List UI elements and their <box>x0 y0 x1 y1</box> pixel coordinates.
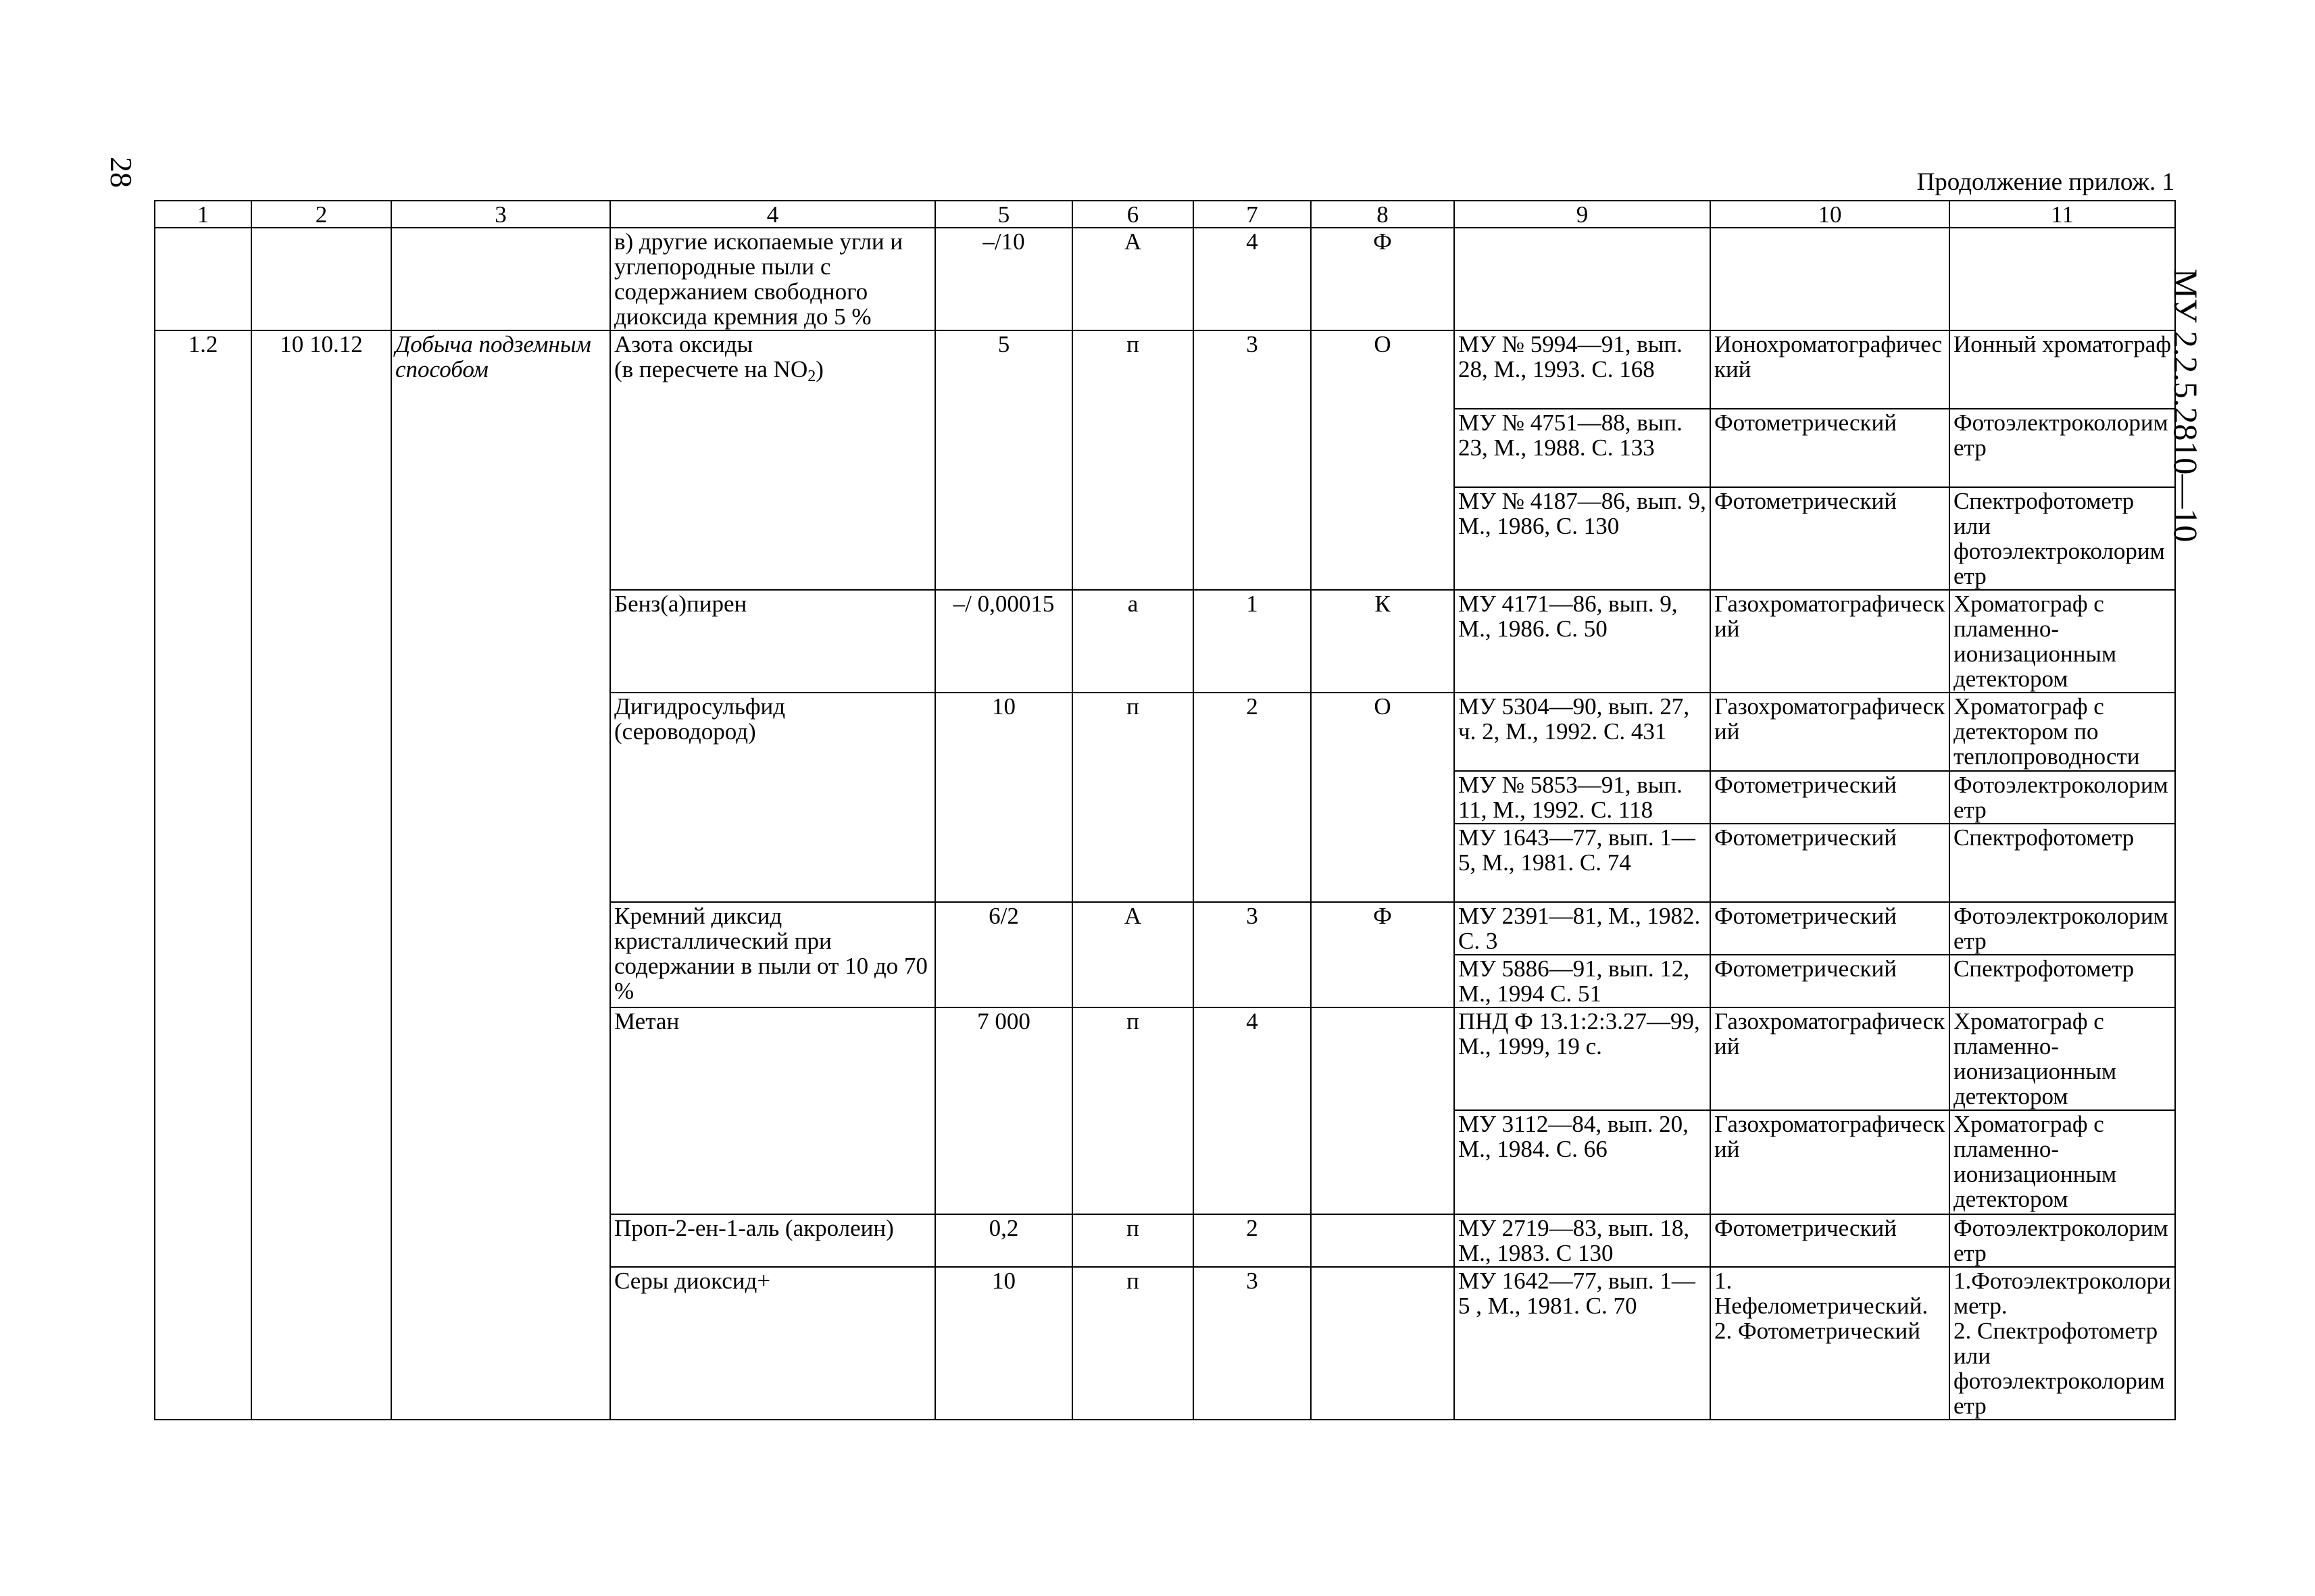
method-type-cell: Фотометрический <box>1710 824 1949 902</box>
method-doc-cell: МУ 5886—91, вып. 12, М., 1994 С. 51 <box>1454 955 1710 1007</box>
cell-empty <box>251 228 391 330</box>
instrument-cell: Хроматограф с пламенно-ионизационным детектором <box>1949 1007 2175 1110</box>
instrument-cell: Спектрофотометр <box>1949 824 2175 902</box>
header-cell: 7 <box>1193 201 1311 228</box>
instrument-cell: Хроматограф с детектором по теплопроводности <box>1949 693 2175 771</box>
mac-cell: 5 <box>935 330 1072 590</box>
action-cell: К <box>1311 590 1454 693</box>
method-type-cell: Газохроматографический <box>1710 1110 1949 1214</box>
hazard-class-cell: 2 <box>1193 1214 1311 1267</box>
state-cell: п <box>1072 330 1193 590</box>
action-cell: О <box>1311 330 1454 590</box>
instrument-2: 2. Спектрофотометр или фотоэлектроколориметр <box>1953 1318 2165 1419</box>
method-type-cell: Газохроматографический <box>1710 693 1949 771</box>
method-doc-cell: МУ 1643—77, вып. 1—5, М., 1981. С. 74 <box>1454 824 1710 902</box>
header-cell: 11 <box>1949 201 2175 228</box>
instrument-cell: Фотоэлектроколориметр <box>1949 1214 2175 1267</box>
method-type-1: 1. Нефелометрический. <box>1714 1268 1928 1319</box>
substance-cell: Бенз(а)пирен <box>610 590 935 693</box>
method-type-cell: Фотометрический <box>1710 902 1949 955</box>
substances-table <box>154 200 2176 1420</box>
instrument-cell <box>1949 1267 2175 1420</box>
table-row <box>155 330 2175 409</box>
instrument-cell: Фотоэлектроколориметр <box>1949 902 2175 955</box>
mac-cell: 10 <box>935 1267 1072 1420</box>
method-type-cell: Газохроматографический <box>1710 590 1949 693</box>
state-cell: п <box>1072 1267 1193 1420</box>
action-cell: Ф <box>1311 902 1454 1007</box>
method-type-cell: Фотометрический <box>1710 1214 1949 1267</box>
hazard-class-cell: 4 <box>1193 228 1311 330</box>
header-cell: 8 <box>1311 201 1454 228</box>
substance-note: (в пересчете на NO <box>614 356 808 382</box>
cell-empty <box>1949 228 2175 330</box>
action-cell: О <box>1311 693 1454 902</box>
state-cell: А <box>1072 228 1193 330</box>
cell-empty <box>1454 228 1710 330</box>
mac-cell: 10 <box>935 693 1072 902</box>
substance-cell: Кремний диксид кристаллический при содержании в пыли от 10 до 70 % <box>610 902 935 1007</box>
method-type-2: 2. Фотометрический <box>1714 1318 1921 1344</box>
instrument-cell: Хроматограф с пламенно-ионизационным детектором <box>1949 1110 2175 1214</box>
state-cell: п <box>1072 1007 1193 1214</box>
substance-cell: Дигидросульфид (сероводород) <box>610 693 935 902</box>
header-cell: 1 <box>155 201 251 228</box>
method-doc-cell: МУ 2391—81, М., 1982. С. 3 <box>1454 902 1710 955</box>
method-type-cell: Фотометрический <box>1710 955 1949 1007</box>
method-type-cell <box>1710 1267 1949 1420</box>
header-row <box>155 201 2175 228</box>
method-doc-cell: МУ 1642—77, вып. 1—5 , М., 1981. С. 70 <box>1454 1267 1710 1420</box>
section-number-cell: 1.2 <box>155 330 251 1420</box>
hazard-class-cell: 3 <box>1193 330 1311 590</box>
method-doc-cell: МУ № 4187—86, вып. 9, М., 1986, С. 130 <box>1454 487 1710 590</box>
method-type-cell: Фотометрический <box>1710 771 1949 824</box>
method-type-cell: Газохроматографический <box>1710 1007 1949 1110</box>
method-doc-cell: МУ 4171—86, вып. 9, М., 1986. С. 50 <box>1454 590 1710 693</box>
method-doc-cell: МУ 3112—84, вып. 20, М., 1984. С. 66 <box>1454 1110 1710 1214</box>
cell-empty <box>155 228 251 330</box>
state-cell: п <box>1072 693 1193 902</box>
code-cell: 10 10.12 <box>251 330 391 1420</box>
hazard-class-cell: 3 <box>1193 1267 1311 1420</box>
method-doc-cell: МУ № 5994—91, вып. 28, М., 1993. С. 168 <box>1454 330 1710 409</box>
state-cell: А <box>1072 902 1193 1007</box>
action-cell <box>1311 1267 1454 1420</box>
cell-empty <box>391 228 610 330</box>
header-cell: 2 <box>251 201 391 228</box>
action-cell <box>1311 1214 1454 1267</box>
substance-cell: Проп-2-ен-1-аль (акролеин) <box>610 1214 935 1267</box>
hazard-class-cell: 2 <box>1193 693 1311 902</box>
method-doc-cell: МУ 5304—90, вып. 27, ч. 2, М., 1992. С. 431 <box>1454 693 1710 771</box>
substance-cell <box>610 330 935 590</box>
header-cell: 6 <box>1072 201 1193 228</box>
instrument-cell: Спектрофотометр или фотоэлектроколориметр <box>1949 487 2175 590</box>
header-cell: 10 <box>1710 201 1949 228</box>
mac-cell: 7 000 <box>935 1007 1072 1214</box>
instrument-1: 1.Фотоэлектроколориметр. <box>1953 1268 2171 1319</box>
instrument-cell: Фотоэлектроколориметр <box>1949 771 2175 824</box>
continuation-label: Продолжение прилож. 1 <box>1916 168 2174 196</box>
method-doc-cell: МУ № 5853—91, вып. 11, М., 1992. С. 118 <box>1454 771 1710 824</box>
table-row <box>155 228 2175 330</box>
method-doc-cell: МУ № 4751—88, вып. 23, М., 1988. С. 133 <box>1454 409 1710 487</box>
hazard-class-cell: 4 <box>1193 1007 1311 1214</box>
method-type-cell: Фотометрический <box>1710 409 1949 487</box>
instrument-cell: Спектрофотометр <box>1949 955 2175 1007</box>
header-cell: 9 <box>1454 201 1710 228</box>
document-code: МУ 2.2.5.2810—10 <box>2167 268 2205 543</box>
instrument-cell: Хроматограф с пламенно-ионизационным детектором <box>1949 590 2175 693</box>
page-number: 28 <box>104 157 139 188</box>
substance-note-end: ) <box>816 356 824 382</box>
substance-name: Азота оксиды <box>614 331 753 357</box>
cell-empty <box>1710 228 1949 330</box>
hazard-class-cell: 3 <box>1193 902 1311 1007</box>
action-cell <box>1311 1007 1454 1214</box>
mac-cell: 6/2 <box>935 902 1072 1007</box>
state-cell: п <box>1072 1214 1193 1267</box>
method-doc-cell: МУ 2719—83, вып. 18, М., 1983. С 130 <box>1454 1214 1710 1267</box>
instrument-cell: Ионный хроматограф <box>1949 330 2175 409</box>
activity-cell: Добыча подземным способом <box>391 330 610 1420</box>
substance-cell: в) другие ископаемые угли и углепородные пыли с содержанием свободного диоксида кремния до 5 % <box>610 228 935 330</box>
header-cell: 3 <box>391 201 610 228</box>
mac-cell: –/ 0,00015 <box>935 590 1072 693</box>
mac-cell: –/10 <box>935 228 1072 330</box>
subscript: 2 <box>807 368 816 385</box>
substance-cell: Метан <box>610 1007 935 1214</box>
method-type-cell: Ионохроматографический <box>1710 330 1949 409</box>
substance-cell: Серы диоксид+ <box>610 1267 935 1420</box>
header-cell: 5 <box>935 201 1072 228</box>
state-cell: а <box>1072 590 1193 693</box>
method-doc-cell: ПНД Ф 13.1:2:3.27—99, М., 1999, 19 с. <box>1454 1007 1710 1110</box>
mac-cell: 0,2 <box>935 1214 1072 1267</box>
method-type-cell: Фотометрический <box>1710 487 1949 590</box>
instrument-cell: Фотоэлектроколориметр <box>1949 409 2175 487</box>
action-cell: Ф <box>1311 228 1454 330</box>
hazard-class-cell: 1 <box>1193 590 1311 693</box>
header-cell: 4 <box>610 201 935 228</box>
